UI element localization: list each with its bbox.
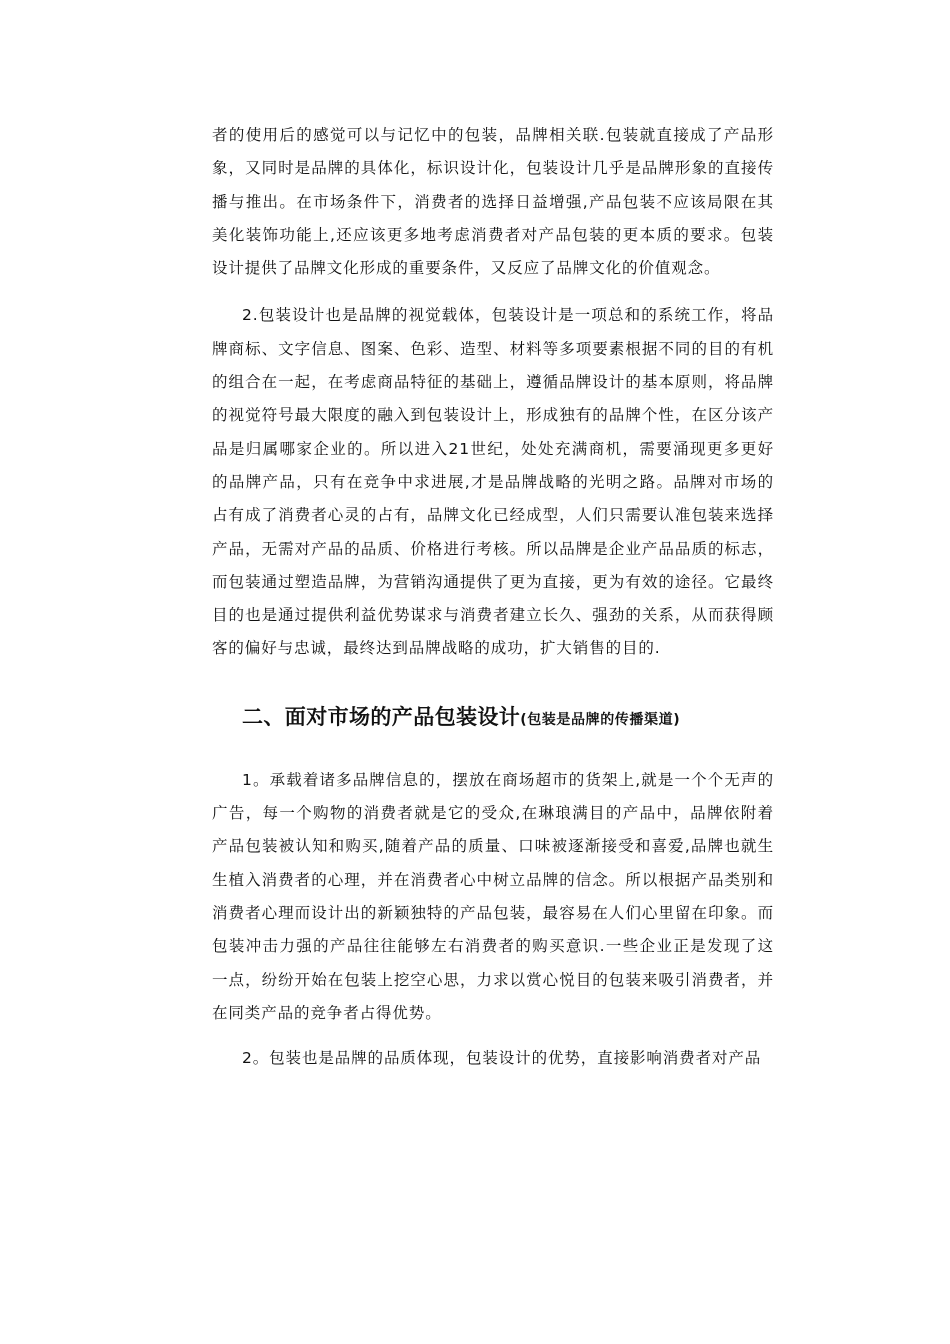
paragraph-quality-reflection: 2。包装也是品牌的品质体现，包装设计的优势，直接影响消费者对产品 [242, 1049, 762, 1068]
section-heading [242, 687, 774, 750]
document-page [212, 119, 774, 1075]
paragraph-visual-carrier: 2.包装设计也是品牌的视觉载体，包装设计是一项总和的系统工作，将品牌商标、文字信息、图案、色彩、造型、材料等多项要素根据不同的目的有机的组合在一起，在考虑商品特征的基础上，遵循品牌设计的基本原则，将品牌的视觉符号最大限度的融入到包装设计上，形成独有的品牌个性，在区分该产品是归属哪家企业的。所以进入21世纪，处处充满商机，需要涌现更多更好的品牌产品，只有在竞争中求进展,才是品牌战略的光明之路。品牌对市场的占有成了消费者心灵的占有，品牌文化已经成型，人们只需要认准包装来选择产品，无需对产品的品质、价格进行考核。所以品牌是企业产品品质的标志，而包装通过塑造品牌，为营销沟通提供了更为直接，更为有效的途径。它最终目的也是通过提供利益优势谋求与消费者建立长久、强劲的关系，从而获得顾客的偏好与忠诚，最终达到品牌战略的成功，扩大销售的目的. [212, 306, 774, 658]
section-heading-subtitle: (包装是品牌的传播渠道) [520, 711, 681, 728]
section-heading-main: 二、面对市场的产品包装设计 [242, 704, 521, 729]
paragraph-continuation: 者的使用后的感觉可以与记忆中的包装，品牌相关联.包装就直接成了产品形象，又同时是品牌的具体化，标识设计化，包装设计几乎是品牌形象的直接传播与推出。在市场条件下，消费者的选择日益增强,产品包装不应该局限在其美化装饰功能上,还应该更多地考虑消费者对产品包装的更本质的要求。包装设计提供了品牌文化形成的重要条件，又反应了品牌文化的价值观念。 [212, 126, 774, 278]
paragraph-shelf-advertising: 1。承载着诸多品牌信息的，摆放在商场超市的货架上,就是一个个无声的广告，每一个购物的消费者就是它的受众,在琳琅满目的产品中，品牌依附着产品包装被认知和购买,随着产品的质量、口味被逐渐接受和喜爱,品牌也就生生植入消费者的心理，并在消费者心中树立品牌的信念。所以根据产品类别和消费者心理而设计出的新颖独特的产品包装，最容易在人们心里留在印象。而包装冲击力强的产品往往能够左右消费者的购买意识.一些企业正是发现了这一点，纷纷开始在包装上挖空心思，力求以赏心悦目的包装来吸引消费者，并在同类产品的竞争者占得优势。 [212, 770, 774, 1022]
